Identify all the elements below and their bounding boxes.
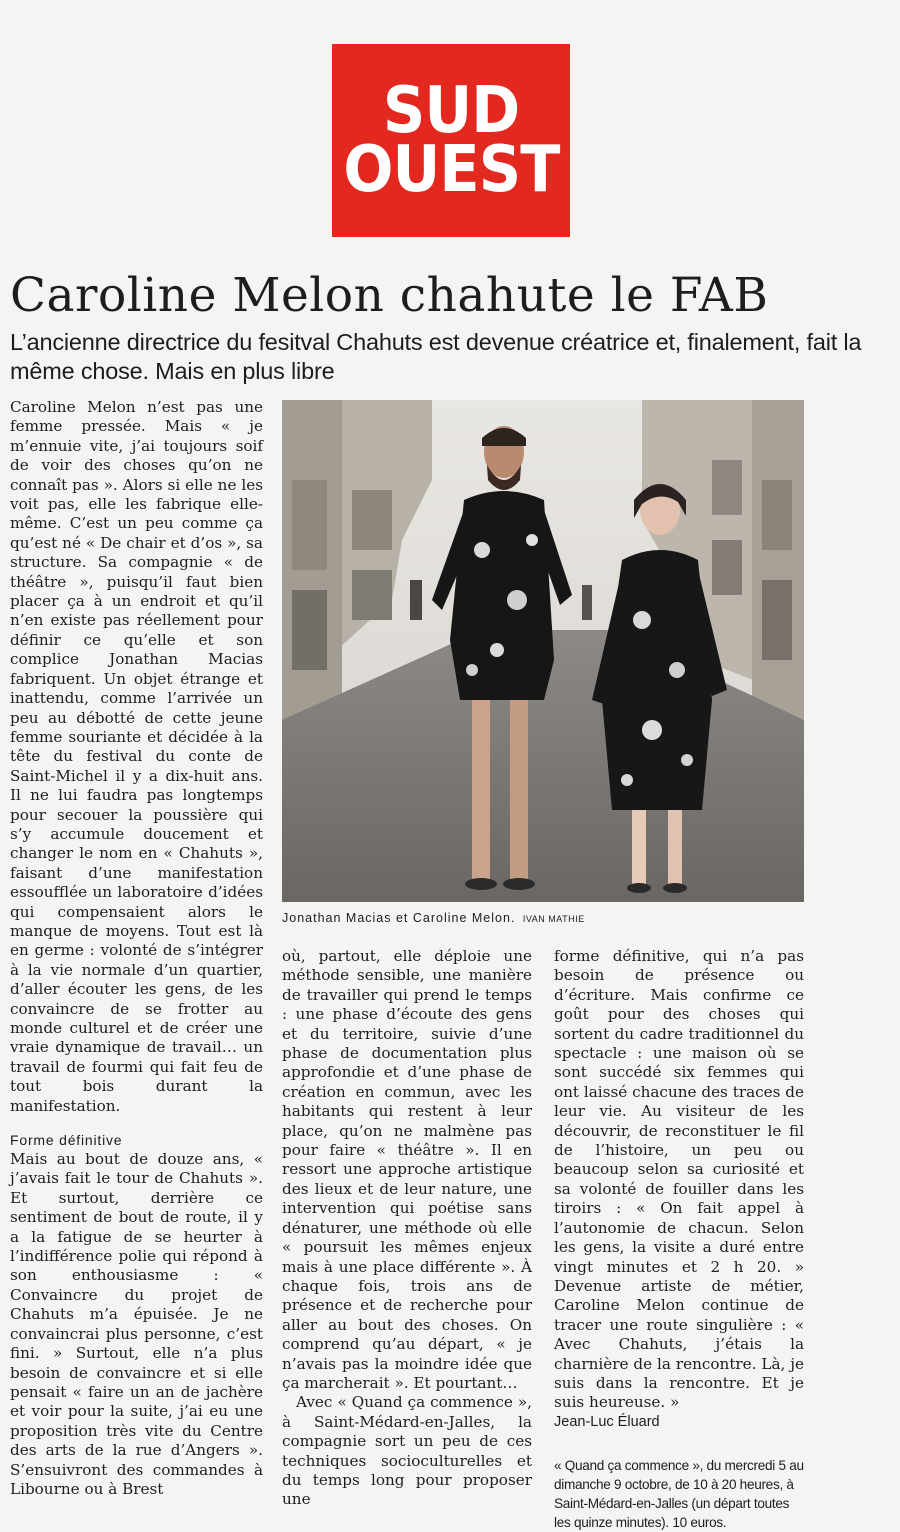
article-column-2 <box>282 947 532 1510</box>
paragraph: forme définitive, qui n’a pas besoin de présence ou d’écriture. Mais confirme ce goût pour des choses qui sortent du cadre traditionnel du spectacle : une maison où se sont succédé six femmes qui ont laissé chacune des traces de leur vie. Au visiteur de les découvrir, de reconstituer le fil de l’histoire, un peu ou beaucoup selon sa curiosité et sa volonté de fouiller dans les tiroirs : « On fait appel à l’autonomie de chacun. Selon les gens, la visite a duré entre vingt minutes et 2 h 20. » Devenue artiste de métier, Caroline Melon continue de tracer une route singulière : « Avec Chahuts, j’étais la charnière de la rencontre. Là, je suis dans la rencontre. Et je suis heureuse. » <box>554 947 804 1412</box>
event-info: « Quand ça commence », du mercredi 5 au dimanche 9 octobre, de 10 à 20 heures, à Saint-Médard-en-Jalles (un départ toutes les quinze minutes). 10 euros. <box>554 1457 804 1531</box>
paragraph: où, partout, elle déploie une méthode sensible, une manière de travailler qui prend le temps : une phase d’écoute des gens et du territoire, suivie d’une phase de documentation plus approfondie et d’une phase de création en commun, avec les habitants qui restent à leur place, qu’on ne malmène pas pour faire « théâtre ». Il en ressort une approche artistique des lieux et de leur nature, une intervention qui poétise sans dénaturer, une méthode où elle « poursuit les mêmes enjeux mais à une place différente ». À chaque fois, trois ans de présence et de recherche pour aller au bout des choses. On comprend qu’au départ, « je n’avais pas la moindre idée que ça marcherait ». Et pourtant… <box>282 947 532 1392</box>
paragraph: Caroline Melon n’est pas une femme pressée. Mais « je m’ennuie vite, j’ai toujours soif de voir des choses qu’on ne connaît pas ». Alors si elle ne les voit pas, elle les fabrique elle-même. C’est un peu comme ça qu’est né « De chair et d’os », sa structure. Sa compagnie « de théâtre », puisqu’il faut bien placer ça à un endroit et qu’il n’en existe pas réellement pour définir ce qu’elle et son complice Jonathan Macias fabriquent. Un objet étrange et inattendu, comme l’arrivée un peu au débotté de cette jeune femme souriante et décidée à la tête du festival du conte de Saint-Michel il y a dix-huit ans. Il ne lui faudra pas longtemps pour secouer la poussière qui s’y accumule doucement et changer le nom en « Chahuts », faisant d’une manifestation essoufflée un laboratoire d’idées qui compensaient alors le manque de moyens. Tout est là en germe : volonté de s’intégrer à la vie normale d’un quartier, d’aller écouter les gens, de les convaincre de se frotter au monde culturel et de créer une vraie dynamique de travail… un travail de fourmi qui fait feu de tout bois durant la manifestation. <box>10 398 263 1115</box>
logo-line-2: OUEST <box>342 132 560 207</box>
photo-caption <box>282 911 585 925</box>
caption-text: Jonathan Macias et Caroline Melon. <box>282 911 516 925</box>
article-headline: Caroline Melon chahute le FAB <box>10 268 769 323</box>
photo-credit: IVAN MATHIE <box>522 914 585 924</box>
article-author: Jean-Luc Éluard <box>554 1413 660 1430</box>
article-column-3 <box>554 947 804 1432</box>
logo-line-1: SUD <box>382 73 520 148</box>
article-column-1 <box>10 398 263 1499</box>
paragraph: Avec « Quand ça commence », à Saint-Médard-en-Jalles, la compagnie sort un peu de ces techniques socioculturelles et du temps long pour proposer une <box>282 1393 532 1509</box>
newspaper-logo <box>332 44 570 237</box>
article-subhead: Forme définitive <box>10 1132 123 1149</box>
article-standfirst: L’ancienne directrice du fesitval Chahuts est devenue créatrice et, finalement, fait la même chose. Mais en plus libre <box>10 329 862 384</box>
paragraph: Mais au bout de douze ans, « j’avais fait le tour de Chahuts ». Et surtout, derrière ce sentiment de bout de route, il y a la fatigue de se heurter à l’indifférence polie qui répond à son enthousiasme : « Convaincre du projet de Chahuts m’a épuisée. Je ne convaincrai plus personne, c’est fini. » Surtout, elle n’a plus besoin de convaincre et si elle pensait « faire un an de jachère et voir pour la suite, j’ai eu une proposition très vite du Centre des arts de la rue d’Angers ». S’ensuivront des commandes à Libourne ou à Brest <box>10 1150 263 1498</box>
article-photo <box>282 400 804 902</box>
street-scene-photo-illustration <box>282 400 804 902</box>
